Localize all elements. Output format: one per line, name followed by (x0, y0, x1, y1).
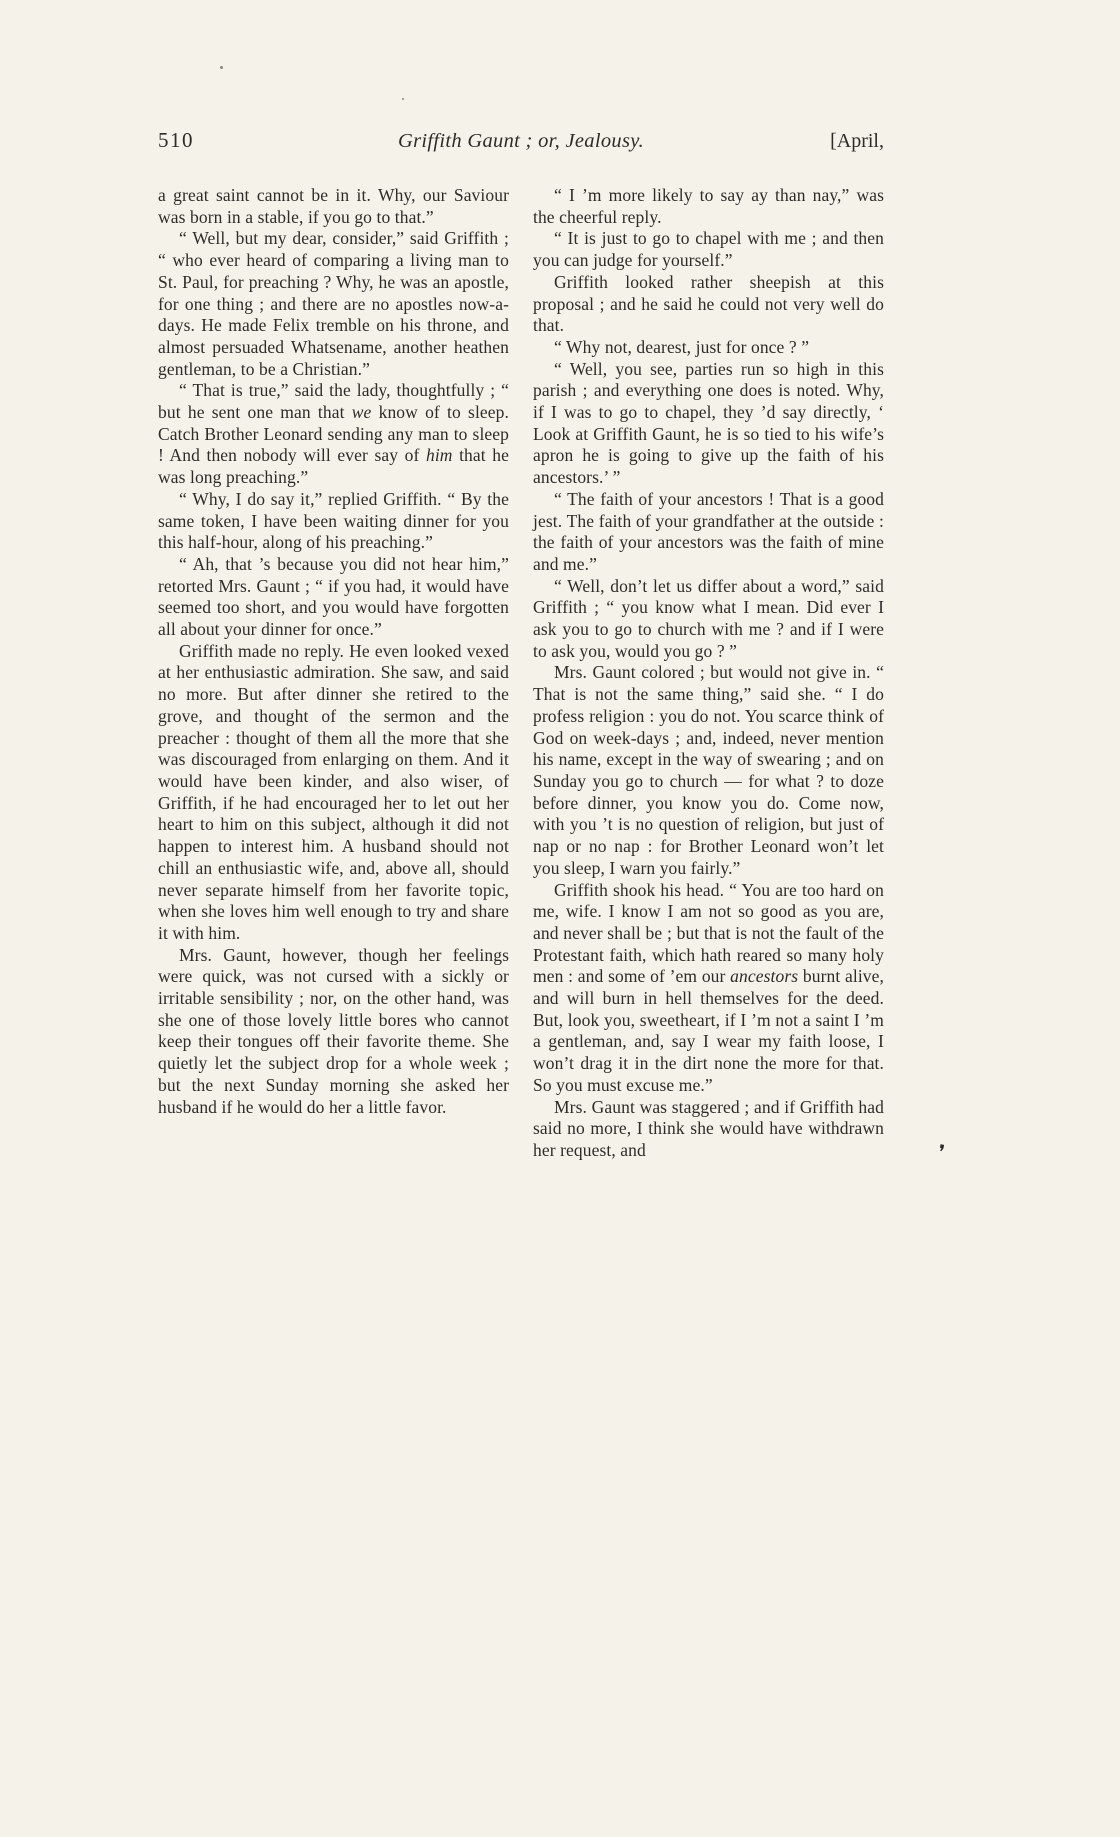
paragraph: Mrs. Gaunt colored ; but would not give in. “ That is not the same thing,” said she. “ I do profess religion : you do not. You scarce think of God on week-days ; and, indeed, never mention his name, except in the way of swearing ; and on Sunday you go to church — for what ? to doze before dinner, you know you do. Come now, with you ’t is no question of religion, but just of nap or no nap : for Brother Leonard won’t let you sleep, I warn you fairly.” (533, 662, 884, 878)
text-column-left (158, 185, 509, 1162)
paragraph: “ Ah, that ’s because you did not hear him,” retorted Mrs. Gaunt ; “ if you had, it would have seemed too short, and you would have forgotten all about your dinner for once.” (158, 553, 509, 640)
running-title: Griffith Gaunt ; or, Jealousy. (398, 130, 644, 152)
paragraph: “ Well, you see, parties run so high in this parish ; and everything one does is noted. Why, if I was to go to chapel, they ’d say directly, ‘ Look at Griffith Gaunt, he is so tied to his wife’s apron he is going to give up the faith of his ancestors.’ ” (533, 358, 884, 488)
scan-speck (402, 98, 404, 100)
page-content (158, 128, 884, 1162)
paragraph: “ Why, I do say it,” replied Griffith. “ By the same token, I have been waiting dinner for you this half-hour, along of his preaching.” (158, 488, 509, 553)
paragraph: “ Why not, dearest, just for once ? ” (554, 336, 810, 357)
paragraph: Griffith shook his head. “ You are too hard on me, wife. I know I am not so good as you are, and never shall be ; but that is not the fault of the Protestant faith, which hath reared so many holy men : and some of ’em our ancestors burnt alive, and will burn in hell themselves for the deed. But, look you, sweetheart, if I ’m not a saint I ’m a gentleman, and, say I wear my faith loose, I won’t drag it in the dirt none the more for that. So you must excuse me.” (533, 879, 884, 1095)
paragraph: “ The faith of your ancestors ! That is a good jest. The faith of your grandfather at the outside : the faith of your ancestors was the faith of mine and me.” (533, 488, 884, 574)
text-columns (158, 185, 884, 1162)
paragraph: “ Well, don’t let us differ about a word,” said Griffith ; “ you know what I mean. Did ever I ask you to go to church with me ? and if I were to ask you, would you go ? ” (533, 575, 884, 661)
paragraph: Mrs. Gaunt was staggered ; and if Griffith had said no more, I think she would have withdrawn her request, and (533, 1096, 884, 1160)
paragraph: “ It is just to go to chapel with me ; and then you can judge for yourself.” (533, 228, 884, 271)
running-header (158, 128, 884, 153)
paragraph: Griffith looked rather sheepish at this proposal ; and he said he could not very well do that. (533, 271, 884, 336)
paragraph: Griffith made no reply. He even looked vexed at her enthusiastic admiration. She saw, and said no more. But after dinner she retired to the grove, and thought of the sermon and the preacher : thought of them all the more that she was discouraged from enlarging on them. And it would have been kinder, and also wiser, of Griffith, if he had encouraged her to let out her heart to him on this subject, although it did not happen to interest him. A husband should not chill an enthusiastic wife, and, above all, should never separate himself from her favorite topic, when she loves him well enough to try and share it with him. (158, 640, 509, 943)
text-column-right (533, 185, 884, 1162)
page-number: 510 (158, 128, 194, 152)
paragraph: a great saint cannot be in it. Why, our Saviour was born in a stable, if you go to that.” (158, 185, 509, 227)
ink-mark-artifact: ❜ (936, 1141, 947, 1165)
issue-date: [April, (830, 130, 884, 152)
paragraph: “ Well, but my dear, consider,” said Griffith ; “ who ever heard of comparing a living man to St. Paul, for preaching ? Why, he was an apostle, for one thing ; and there are no apostles now-a-days. He made Felix tremble on his throne, and almost persuaded Whatsename, another heathen gentleman, to be a Christian.” (158, 228, 509, 379)
paragraph: “ I ’m more likely to say ay than nay,” was the cheerful reply. (533, 185, 884, 227)
paragraph: Mrs. Gaunt, however, though her feelings were quick, was not cursed with a sickly or irritable sensibility ; nor, on the other hand, was she one of those lovely little bores who cannot keep their tongues off their favorite theme. She quietly let the subject drop for a whole week ; but the next Sunday morning she asked her husband if he would do her a little favor. (158, 944, 509, 1117)
paragraph: “ That is true,” said the lady, thoughtfully ; “ but he sent one man that we know of to sleep. Catch Brother Leonard sending any man to sleep ! And then nobody will ever say of him that he was long preaching.” (158, 380, 510, 488)
scan-speck (220, 66, 223, 69)
